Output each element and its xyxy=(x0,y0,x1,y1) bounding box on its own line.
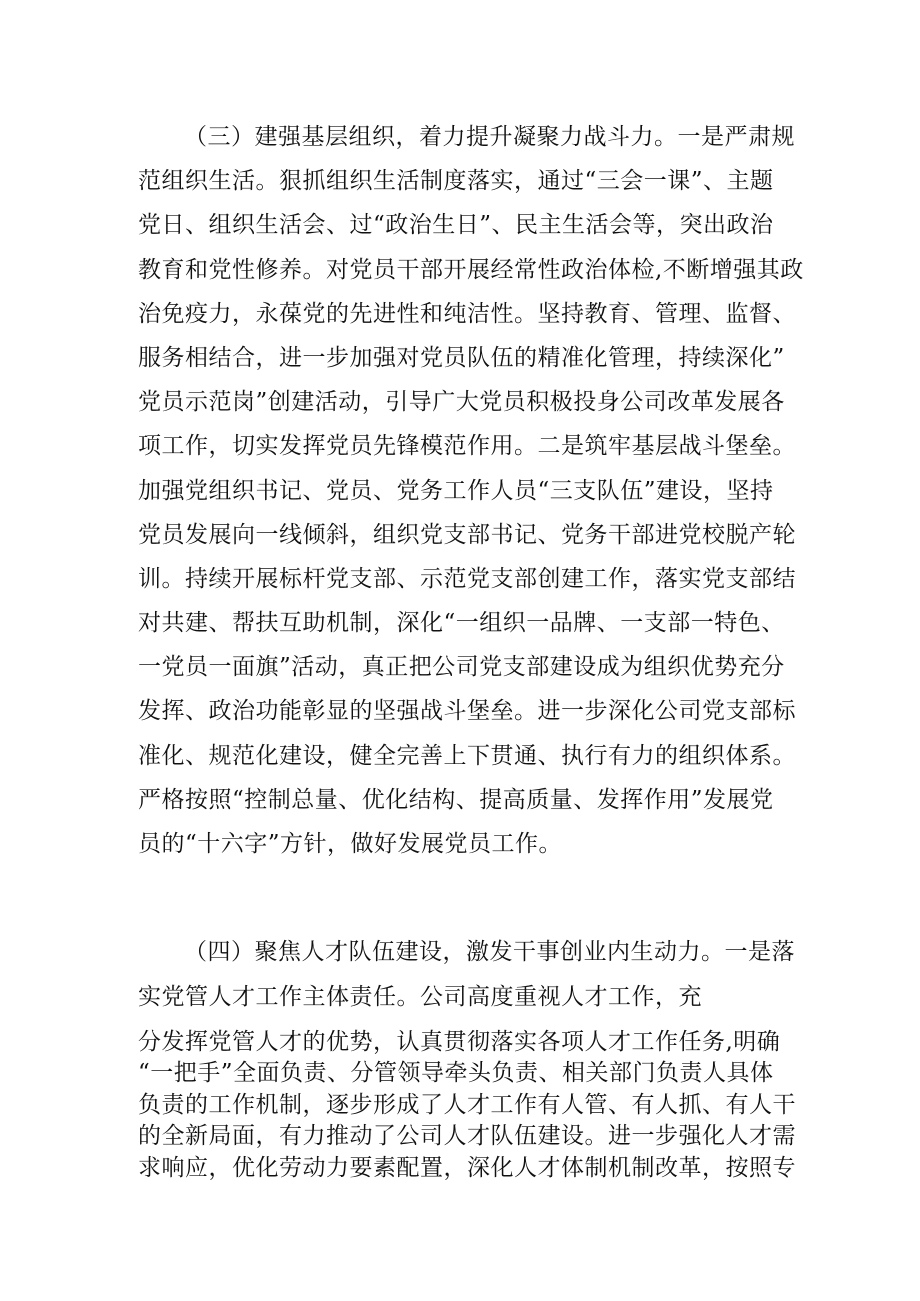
text-line: 对共建、帮扶互助机制，深化“一组织一品牌、一支部一特色、 xyxy=(138,610,785,637)
text-line: （三）建强基层组织，着力提升凝聚力战斗力。一是严肃规 xyxy=(184,124,795,150)
text-line: 服务相结合，进一步加强对党员队伍的精准化管理，持续深化” xyxy=(138,344,785,371)
paragraph-continuation xyxy=(138,1027,798,1184)
text-line: 分发挥党管人才的优势，认真贯彻落实各项人才工作任务,明确 xyxy=(138,1029,781,1055)
text-line: 加强党组织书记、党员、党务工作人员“三支队伍”建设，坚持 xyxy=(138,477,774,504)
text-line: 训。持续开展标杆党支部、示范党支部创建工作，落实党支部结 xyxy=(138,565,796,592)
text-line: 员的“十六字”方针，做好发展党员工作。 xyxy=(138,831,563,857)
text-line: 范组织生活。狠抓组织生活制度落实，通过“三会一课”、主题 xyxy=(138,168,774,195)
text-line: 教育和党性修养。对党员干部开展经常性政治体检,不断增强其政 xyxy=(138,256,804,283)
text-line: 的全新局面，有力推动了公司人才队伍建设。进一步强化人才需 xyxy=(138,1123,796,1150)
text-line: 负责的工作机制，逐步形成了人才工作有人管、有人抓、有人干 xyxy=(138,1091,796,1118)
text-line: 实党管人才工作主体责任。公司高度重视人才工作，充 xyxy=(138,983,702,1010)
text-line: 准化、规范化建设，健全完善上下贯通、执行有力的组织体系。 xyxy=(138,742,796,769)
text-line: 严格按照“控制总量、优化结构、提高质量、发挥作用”发展党 xyxy=(138,786,774,813)
text-line: 一党员一面旗”活动，真正把公司党支部建设成为组织优势充分 xyxy=(138,654,785,681)
paragraph-section-3 xyxy=(138,115,804,866)
text-line: 党员发展向一线倾斜，组织党支部书记、党务干部进党校脱产轮 xyxy=(138,521,796,548)
text-line: “一把手”全面负责、分管领导牵头负责、相关部门负责人具体 xyxy=(138,1060,774,1087)
text-line: 项工作，切实发挥党员先锋模范作用。二是筑牢基层战斗堡垒。 xyxy=(138,433,796,460)
text-line: 治免疫力，永葆党的先进性和纯洁性。坚持教育、管理、监督、 xyxy=(138,300,796,327)
text-line: 党日、组织生活会、过“政治生日”、民主生活会等，突出政治 xyxy=(138,212,774,239)
text-line: 党员示范岗”创建活动，引导广大党员积极投身公司改革发展各 xyxy=(138,389,785,416)
text-line: 求响应，优化劳动力要素配置，深化人才体制机制改革，按照专 xyxy=(138,1154,796,1181)
paragraph-section-4 xyxy=(138,930,798,1019)
text-line: （四）聚焦人才队伍建设，激发干事创业内生动力。一是落 xyxy=(184,939,795,965)
text-line: 发挥、政治功能彰显的坚强战斗堡垒。进一步深化公司党支部标 xyxy=(138,698,796,725)
